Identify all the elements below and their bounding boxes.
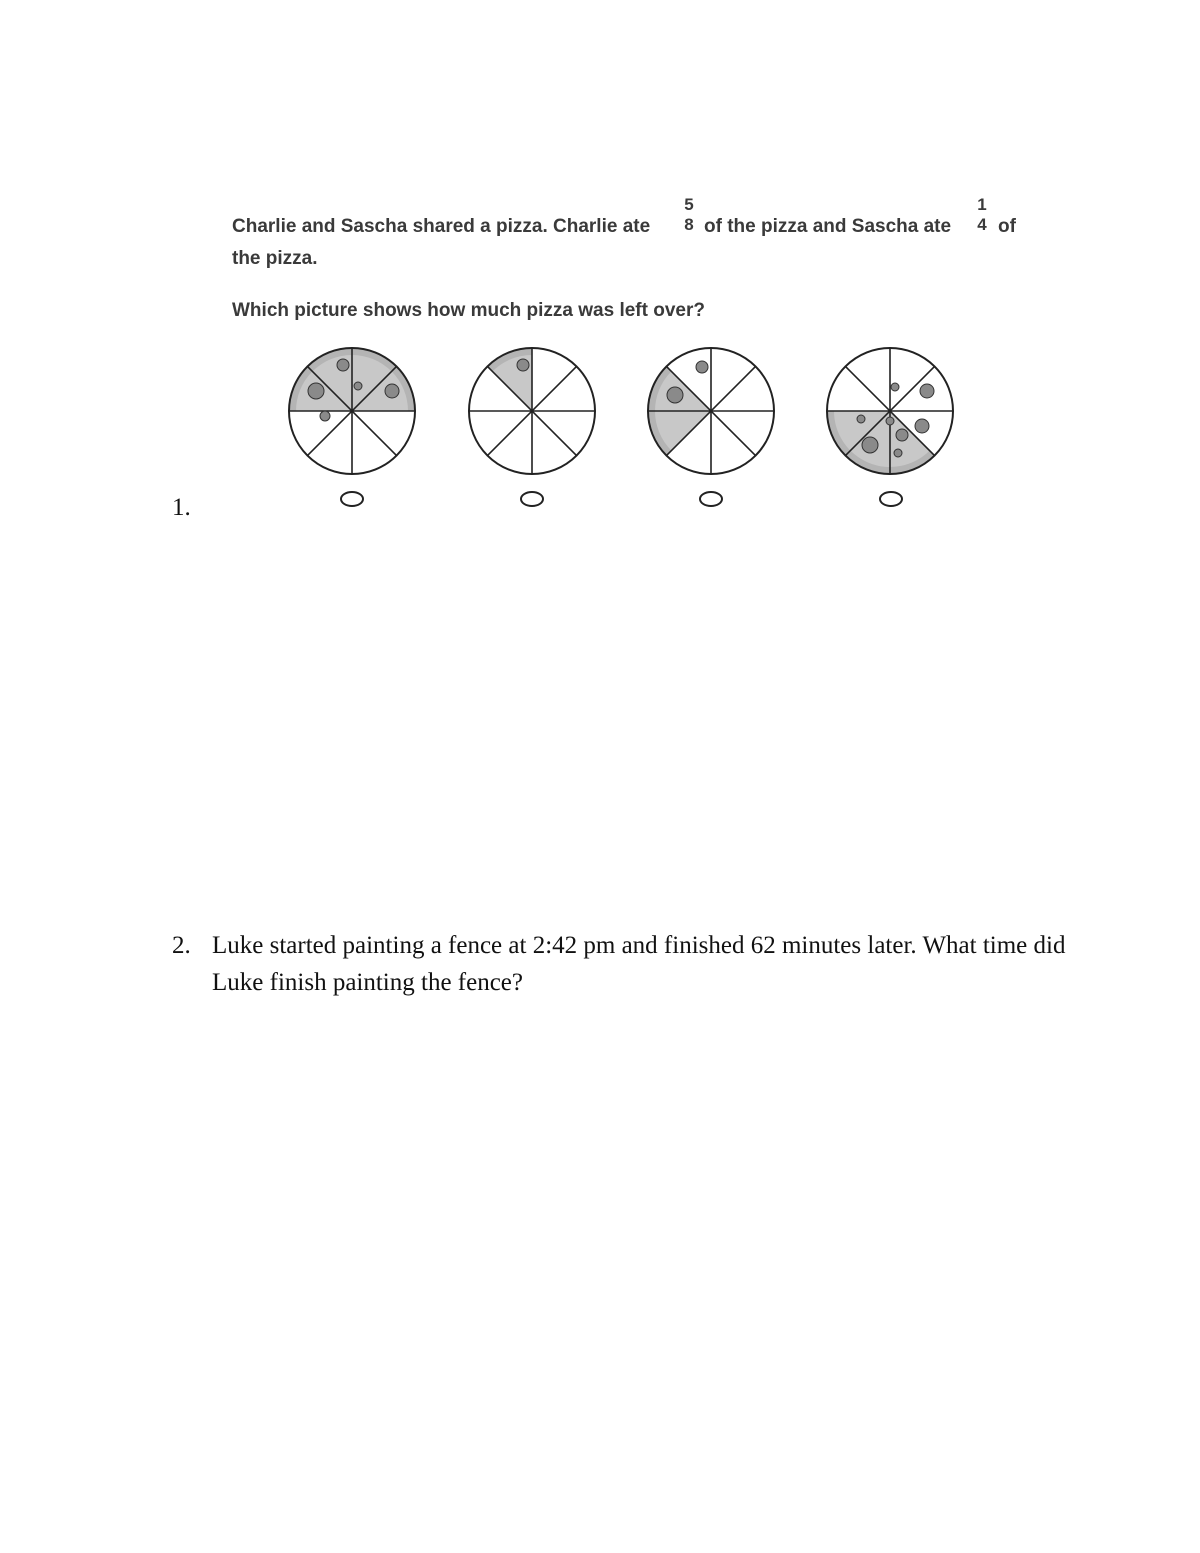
question-1-line-2: the pizza. — [232, 248, 318, 269]
pizza-option-b — [469, 348, 595, 474]
pepperoni-topping — [385, 384, 399, 398]
question-1-number: 1. — [172, 494, 191, 521]
pepperoni-topping — [354, 382, 362, 390]
pepperoni-topping — [857, 415, 865, 423]
fraction-1-numerator: 5 — [684, 195, 694, 214]
question-1-text-b: of the pizza and Sascha ate — [704, 216, 952, 237]
pizza-option-a — [289, 348, 415, 474]
fraction-2-denominator: 4 — [977, 215, 987, 234]
pepperoni-topping — [308, 383, 324, 399]
pepperoni-topping — [894, 449, 902, 457]
question-2-text: Luke started painting a fence at 2:42 pm and finished 62 minutes later. What time did Luke finish painting the fence? — [212, 932, 1066, 996]
pizza-option-c — [648, 348, 774, 474]
pizza-option-d — [827, 348, 953, 474]
answer-bubble-c[interactable] — [700, 492, 722, 506]
pepperoni-topping — [915, 419, 929, 433]
fraction-2-numerator: 1 — [977, 195, 987, 214]
pepperoni-topping — [920, 384, 934, 398]
question-2-number: 2. — [172, 932, 191, 959]
answer-bubble-d[interactable] — [880, 492, 902, 506]
pepperoni-topping — [862, 437, 878, 453]
pepperoni-topping — [320, 411, 330, 421]
pepperoni-topping — [886, 417, 894, 425]
pepperoni-topping — [696, 361, 708, 373]
pepperoni-topping — [896, 429, 908, 441]
question-1-text-a: Charlie and Sascha shared a pizza. Charlie ate — [232, 216, 651, 237]
answer-bubble-a[interactable] — [341, 492, 363, 506]
fraction-1-denominator: 8 — [684, 215, 694, 234]
pepperoni-topping — [891, 383, 899, 391]
question-1-prompt: Which picture shows how much pizza was left over? — [232, 300, 705, 321]
answer-bubble-b[interactable] — [521, 492, 543, 506]
question-1-text-c: of — [998, 216, 1016, 237]
pepperoni-topping — [517, 359, 529, 371]
pepperoni-topping — [337, 359, 349, 371]
pepperoni-topping — [667, 387, 683, 403]
pizza-options — [0, 0, 1200, 560]
